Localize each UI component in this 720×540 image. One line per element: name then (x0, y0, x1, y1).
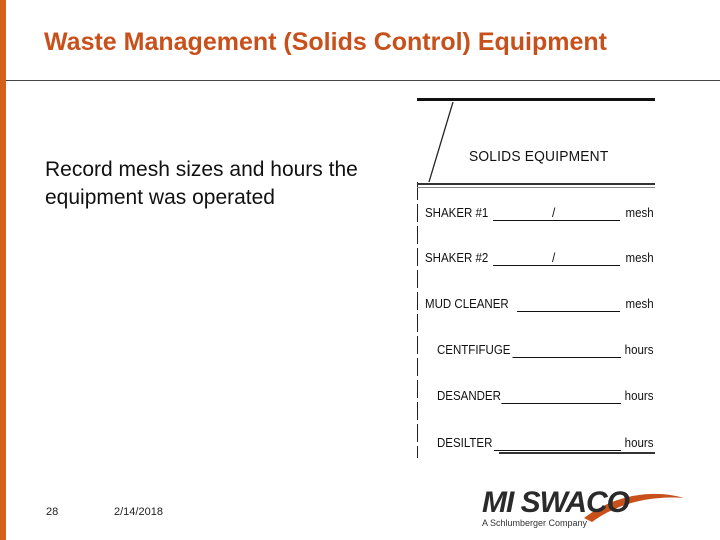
form-row-blank (493, 265, 620, 266)
form-row-centrifuge (437, 343, 658, 363)
form-row-separator: / (551, 205, 556, 220)
logo-wordmark: MI SWACO (482, 486, 629, 519)
form-row-unit: hours (624, 389, 654, 403)
form-row-separator: / (551, 250, 556, 265)
form-row-unit: hours (624, 343, 654, 357)
form-row-unit: mesh (625, 206, 654, 220)
form-bottom-border (499, 452, 655, 454)
form-row-label: DESANDER (437, 389, 501, 403)
form-row-blank (494, 450, 621, 451)
form-row-unit: hours (624, 436, 654, 450)
form-row-label: SHAKER #1 (425, 206, 489, 220)
slide-title: Waste Management (Solids Control) Equipment (44, 28, 607, 56)
form-left-border (417, 182, 418, 458)
logo-tagline: A Schlumberger Company (482, 518, 588, 528)
title-divider (6, 80, 720, 81)
slide-date: 2/14/2018 (114, 506, 163, 518)
form-row-unit: mesh (625, 297, 654, 311)
form-row-blank (501, 403, 621, 404)
form-row-shaker-1 (425, 206, 655, 226)
form-row-blank (493, 220, 620, 221)
left-accent-bar (0, 0, 6, 540)
form-row-unit: mesh (625, 251, 654, 265)
solids-equipment-form-image (415, 98, 655, 458)
form-row-label: MUD CLEANER (425, 297, 509, 311)
form-row-label: CENTFIFUGE (437, 343, 511, 357)
form-header: SOLIDS EQUIPMENT (469, 148, 609, 165)
form-row-desander (437, 389, 658, 409)
slide-body-text: Record mesh sizes and hours the equipment was operated (45, 158, 358, 209)
form-row-label: DESILTER (437, 436, 493, 450)
form-header-rule (417, 183, 655, 185)
form-row-mud-cleaner (425, 297, 655, 317)
form-row-shaker-2 (425, 251, 655, 271)
form-header-rule-thin (417, 187, 655, 188)
mi-swaco-logo (478, 484, 700, 530)
page-number: 28 (46, 506, 59, 518)
form-row-label: SHAKER #2 (425, 251, 489, 265)
form-row-blank (517, 311, 620, 312)
form-row-blank (512, 357, 621, 358)
